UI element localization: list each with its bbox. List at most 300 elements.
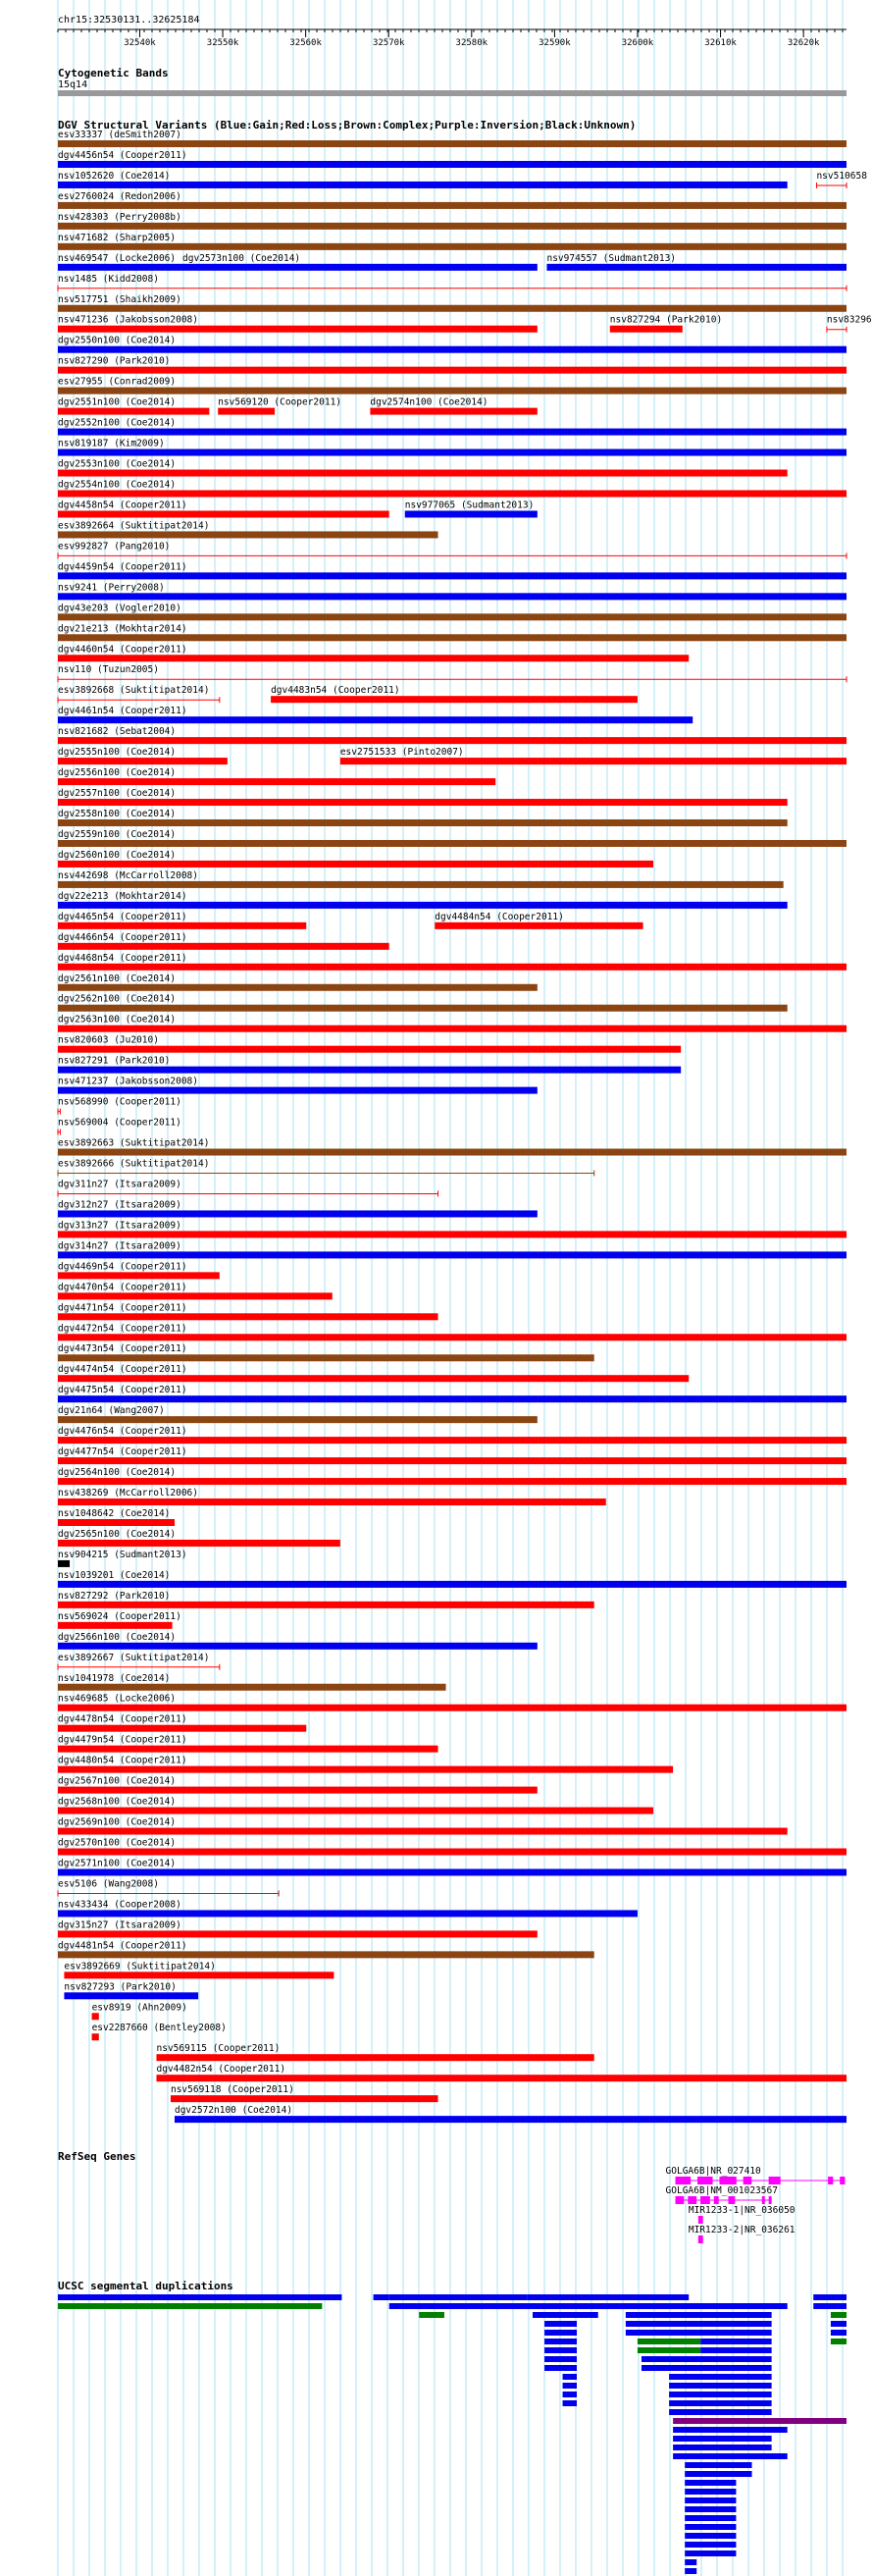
segdup-feature-bar[interactable] — [642, 2356, 772, 2362]
dgv-feature-bar[interactable] — [58, 1828, 788, 1835]
position-ruler[interactable] — [58, 29, 847, 48]
segdup-feature-bar[interactable] — [544, 2321, 577, 2327]
dgv-row — [58, 1940, 594, 1958]
segdup-feature-bar[interactable] — [638, 2339, 700, 2344]
dgv-row — [58, 1899, 638, 1917]
dgv-row — [58, 336, 847, 353]
refseq-gene-label: GOLGA6B|NR_027410 — [665, 2166, 761, 2177]
dgv-feature-label: dgv4465n54 (Cooper2011) — [58, 911, 187, 922]
dgv-feature-bar[interactable] — [58, 1622, 173, 1629]
segdup-feature-bar[interactable] — [685, 2533, 736, 2539]
dgv-feature-label: dgv2551n100 (Coe2014) — [58, 396, 177, 408]
dgv-feature-label: dgv315n27 (Itsara2009) — [58, 1919, 181, 1931]
ruler-tick-label: 32590k — [539, 38, 571, 48]
segdup-feature-bar[interactable] — [374, 2294, 389, 2300]
dgv-feature-label: dgv4459n54 (Cooper2011) — [58, 561, 187, 573]
dgv-feature-label: nsv827294 (Park2010) — [609, 314, 723, 326]
dgv-row — [58, 377, 847, 394]
ruler-tick-label: 32580k — [455, 38, 488, 48]
dgv-feature-label: nsv1048642 (Coe2014) — [58, 1507, 171, 1519]
dgv-row — [58, 912, 643, 929]
dgv-feature-label: dgv2565n100 (Coe2014) — [58, 1528, 177, 1540]
dgv-feature-bar[interactable] — [64, 1992, 198, 1999]
dgv-feature-bar[interactable] — [58, 1540, 340, 1547]
dgv-track — [58, 130, 872, 2123]
dgv-row — [58, 994, 788, 1012]
segdup-feature-bar[interactable] — [669, 2400, 772, 2406]
dgv-feature-bar[interactable] — [58, 1560, 70, 1567]
dgv-track-title: DGV Structural Variants (Blue:Gain;Red:Loss;Brown:Complex;Purple:Inversion;Black:Unknown) — [58, 119, 637, 131]
dgv-feature-label: nsv827290 (Park2010) — [58, 355, 171, 367]
segdup-feature-bar[interactable] — [685, 2506, 736, 2512]
dgv-row — [58, 1179, 438, 1196]
dgv-row — [58, 1364, 689, 1382]
dgv-row — [58, 1385, 847, 1402]
dgv-feature-bar[interactable] — [58, 1272, 220, 1279]
dgv-feature-bar[interactable] — [58, 531, 438, 538]
dgv-row — [58, 561, 847, 579]
dgv-feature-bar[interactable] — [58, 861, 653, 867]
dgv-row — [58, 664, 847, 682]
dgv-row — [58, 1035, 681, 1053]
segdup-feature-bar[interactable] — [673, 2427, 788, 2433]
segdup-feature-bar[interactable] — [527, 2294, 689, 2300]
refseq-gene-label: MIR1233-1|NR_036050 — [688, 2205, 796, 2216]
dgv-row — [58, 294, 847, 312]
cytoband-ideogram[interactable] — [58, 90, 847, 96]
refseq-exon — [769, 2196, 772, 2204]
dgv-row — [58, 1488, 606, 1505]
dgv-row — [58, 459, 788, 477]
segdup-feature-bar[interactable] — [700, 2347, 771, 2353]
dgv-row — [58, 1426, 847, 1444]
refseq-gene-label: GOLGA6B|NM_001023567 — [665, 2185, 778, 2196]
dgv-feature-bar[interactable] — [58, 984, 538, 991]
dgv-feature-bar[interactable] — [58, 1498, 606, 1505]
dgv-feature-bar[interactable] — [58, 902, 788, 909]
dgv-feature-label: dgv4483n54 (Cooper2011) — [271, 685, 400, 697]
dgv-feature-label: esv2287660 (Bentley2008) — [91, 2023, 227, 2034]
dgv-feature-bar[interactable] — [546, 264, 847, 271]
ruler-tick-label: 32540k — [124, 38, 156, 48]
dgv-feature-label: nsv428303 (Perry2008b) — [58, 211, 181, 223]
ruler-tick-label: 32600k — [621, 38, 654, 48]
refseq-exon — [676, 2196, 685, 2204]
segdup-feature-bar[interactable] — [685, 2542, 736, 2548]
dgv-feature-bar[interactable] — [58, 1334, 847, 1341]
dgv-row — [58, 1240, 847, 1258]
dgv-feature-bar[interactable] — [58, 161, 847, 168]
dgv-feature-bar[interactable] — [58, 1005, 788, 1012]
dgv-feature-label: nsv904215 (Sudmant2013) — [58, 1549, 187, 1560]
dgv-feature-label: dgv2560n100 (Coe2014) — [58, 849, 177, 861]
dgv-feature-bar[interactable] — [64, 1971, 334, 1978]
dgv-row — [58, 726, 847, 744]
segdup-feature-bar[interactable] — [669, 2392, 772, 2397]
segdup-feature-bar[interactable] — [700, 2339, 771, 2344]
dgv-feature-bar[interactable] — [58, 1437, 847, 1444]
dgv-feature-bar[interactable] — [58, 572, 847, 579]
dgv-feature-bar[interactable] — [58, 634, 847, 641]
dgv-feature-bar[interactable] — [58, 1746, 438, 1753]
dgv-feature-bar[interactable] — [92, 2013, 99, 2020]
dgv-feature-label: dgv2566n100 (Coe2014) — [58, 1631, 177, 1643]
dgv-feature-bar[interactable] — [58, 1849, 847, 1856]
dgv-feature-bar[interactable] — [58, 1087, 538, 1094]
dgv-row — [58, 1323, 847, 1341]
dgv-feature-bar[interactable] — [58, 1684, 446, 1691]
segdup-feature-bar[interactable] — [685, 2559, 696, 2565]
dgv-feature-bar[interactable] — [58, 1519, 175, 1526]
dgv-feature-bar[interactable] — [58, 1725, 306, 1732]
dgv-feature-bar[interactable] — [58, 1602, 594, 1608]
dgv-feature-bar[interactable] — [175, 2116, 847, 2123]
dgv-feature-bar[interactable] — [58, 1354, 594, 1361]
dgv-feature-bar[interactable] — [58, 1457, 847, 1464]
dgv-row — [58, 171, 867, 188]
dgv-feature-bar[interactable] — [58, 510, 389, 517]
dgv-row — [58, 356, 847, 374]
segdup-feature-bar[interactable] — [544, 2330, 577, 2336]
segdup-feature-bar[interactable] — [831, 2330, 847, 2336]
dgv-feature-bar[interactable] — [58, 449, 847, 456]
dgv-feature-bar[interactable] — [58, 943, 389, 950]
dgv-feature-bar[interactable] — [58, 1231, 847, 1237]
segdup-feature-bar[interactable] — [544, 2347, 577, 2353]
dgv-feature-bar[interactable] — [58, 1210, 538, 1217]
dgv-feature-bar[interactable] — [58, 367, 847, 374]
dgv-feature-label: esv5106 (Wang2008) — [58, 1878, 159, 1890]
refseq-track-title: RefSeq Genes — [58, 2150, 136, 2163]
dgv-feature-label: nsv569004 (Cooper2011) — [58, 1117, 181, 1129]
segdup-feature-bar[interactable] — [685, 2550, 736, 2556]
segdup-feature-bar[interactable] — [685, 2462, 751, 2468]
dgv-feature-bar[interactable] — [58, 1705, 847, 1711]
dgv-feature-label: esv992827 (Pang2010) — [58, 541, 171, 552]
dgv-feature-bar[interactable] — [58, 840, 847, 847]
dgv-feature-bar[interactable] — [58, 223, 847, 230]
segdup-feature-bar[interactable] — [831, 2339, 847, 2344]
refseq-gene[interactable] — [689, 2205, 796, 2224]
segdup-feature-bar[interactable] — [831, 2321, 847, 2327]
segdup-feature-bar[interactable] — [544, 2356, 577, 2362]
segdup-feature-bar[interactable] — [669, 2383, 772, 2389]
segdup-feature-bar[interactable] — [685, 2524, 736, 2530]
dgv-row — [58, 1159, 594, 1177]
dgv-feature-bar[interactable] — [58, 1375, 689, 1382]
dgv-feature-bar[interactable] — [58, 1951, 594, 1958]
dgv-feature-bar[interactable] — [58, 922, 306, 929]
dgv-feature-label: nsv438269 (McCarroll2006) — [58, 1488, 198, 1499]
dgv-feature-label: dgv4477n54 (Cooper2011) — [58, 1446, 187, 1458]
dgv-row — [58, 1261, 220, 1279]
segdup-feature-bar[interactable] — [389, 2303, 788, 2309]
dgv-feature-label: nsv827292 (Park2010) — [58, 1590, 171, 1602]
segdup-feature-bar[interactable] — [685, 2480, 736, 2486]
dgv-feature-bar[interactable] — [58, 1292, 333, 1299]
dgv-feature-bar[interactable] — [58, 1313, 438, 1320]
dgv-feature-bar[interactable] — [271, 696, 638, 703]
segdup-feature-bar[interactable] — [58, 2303, 322, 2309]
dgv-feature-label: dgv4460n54 (Cooper2011) — [58, 644, 187, 656]
segdup-feature-bar[interactable] — [626, 2312, 772, 2318]
dgv-row — [58, 1467, 847, 1485]
dgv-row — [58, 439, 847, 456]
refseq-track — [666, 2166, 846, 2243]
dgv-feature-bar[interactable] — [58, 1416, 538, 1423]
dgv-row — [58, 767, 495, 785]
refseq-gene[interactable] — [689, 2225, 796, 2243]
dgv-feature-bar[interactable] — [58, 1868, 847, 1875]
dgv-feature-bar[interactable] — [58, 881, 784, 888]
dgv-row — [58, 644, 689, 661]
dgv-feature-label: esv2760024 (Redon2006) — [58, 190, 181, 202]
segdup-track-title: UCSC segmental duplications — [58, 2280, 233, 2292]
segdup-feature-bar[interactable] — [685, 2489, 736, 2495]
dgv-feature-label: dgv2568n100 (Coe2014) — [58, 1796, 177, 1808]
dgv-feature-label: esv27955 (Conrad2009) — [58, 376, 177, 388]
dgv-feature-label: nsv569024 (Cooper2011) — [58, 1610, 181, 1622]
dgv-feature-label: nsv469685 (Locke2006) — [58, 1693, 177, 1705]
dgv-feature-label: nsv569115 (Cooper2011) — [156, 2043, 281, 2055]
dgv-feature-label: dgv311n27 (Itsara2009) — [58, 1179, 181, 1190]
dgv-feature-bar[interactable] — [58, 1395, 847, 1402]
dgv-feature-bar[interactable] — [58, 1478, 847, 1485]
dgv-row — [58, 1653, 220, 1670]
segdup-feature-bar[interactable] — [419, 2312, 444, 2318]
segdup-track — [58, 2294, 847, 2576]
dgv-feature-label: nsv827291 (Park2010) — [58, 1055, 171, 1067]
ruler-tick-label: 32550k — [206, 38, 239, 48]
dgv-feature-label: nsv471236 (Jakobsson2008) — [58, 314, 198, 326]
dgv-row — [58, 1694, 847, 1711]
dgv-feature-bar[interactable] — [58, 408, 209, 415]
dgv-feature-bar[interactable] — [58, 593, 847, 600]
dgv-row — [58, 479, 847, 497]
dgv-feature-label: nsv1041978 (Coe2014) — [58, 1672, 171, 1684]
dgv-feature-bar[interactable] — [171, 2095, 438, 2102]
segdup-feature-bar[interactable] — [638, 2347, 700, 2353]
dgv-feature-label: nsv471237 (Jakobsson2008) — [58, 1076, 198, 1087]
dgv-feature-label: dgv4472n54 (Cooper2011) — [58, 1323, 187, 1335]
segdup-feature-bar[interactable] — [685, 2515, 736, 2521]
dgv-feature-bar[interactable] — [58, 243, 847, 250]
segdup-feature-bar[interactable] — [544, 2365, 577, 2371]
refseq-exon — [744, 2177, 752, 2184]
dgv-feature-bar[interactable] — [58, 429, 847, 436]
segdup-feature-bar[interactable] — [673, 2453, 788, 2459]
segdup-feature-bar[interactable] — [626, 2321, 772, 2327]
dgv-feature-bar[interactable] — [58, 758, 228, 764]
dgv-row — [58, 706, 693, 723]
dgv-feature-bar[interactable] — [58, 1643, 538, 1650]
segdup-feature-bar[interactable] — [669, 2374, 772, 2380]
dgv-feature-label: nsv510658 — [816, 170, 867, 182]
dgv-feature-label: esv8919 (Ahn2009) — [91, 2002, 187, 2014]
dgv-feature-bar[interactable] — [58, 140, 847, 147]
segdup-feature-bar[interactable] — [831, 2312, 847, 2318]
dgv-feature-bar[interactable] — [340, 758, 847, 764]
dgv-feature-label: dgv2559n100 (Coe2014) — [58, 828, 177, 840]
dgv-feature-label: esv3892668 (Suktitipat2014) — [58, 685, 210, 697]
dgv-feature-bar[interactable] — [58, 964, 847, 971]
dgv-feature-label: dgv4458n54 (Cooper2011) — [58, 499, 187, 511]
dgv-feature-bar[interactable] — [58, 470, 788, 477]
dgv-feature-bar[interactable] — [58, 819, 788, 826]
dgv-feature-bar[interactable] — [58, 799, 788, 806]
dgv-feature-bar[interactable] — [370, 408, 537, 415]
dgv-feature-bar[interactable] — [58, 716, 693, 723]
cytoband-band[interactable] — [58, 90, 847, 96]
dgv-feature-label: dgv4479n54 (Cooper2011) — [58, 1734, 187, 1746]
dgv-feature-bar[interactable] — [58, 1025, 847, 1032]
dgv-feature-label: dgv4468n54 (Cooper2011) — [58, 952, 187, 964]
dgv-feature-label: dgv2573n100 (Coe2014) — [182, 252, 301, 264]
dgv-row — [58, 1282, 333, 1299]
dgv-row — [58, 150, 847, 168]
dgv-feature-bar[interactable] — [58, 1251, 847, 1258]
segdup-feature-bar[interactable] — [626, 2330, 772, 2336]
dgv-feature-label: dgv4470n54 (Cooper2011) — [58, 1282, 187, 1293]
dgv-feature-label: dgv2554n100 (Coe2014) — [58, 479, 177, 491]
dgv-row — [58, 499, 538, 517]
segdup-feature-bar[interactable] — [389, 2294, 528, 2300]
ruler-tick-label: 32620k — [787, 38, 820, 48]
dgv-feature-label: dgv4471n54 (Cooper2011) — [58, 1302, 187, 1314]
dgv-feature-label: dgv2557n100 (Coe2014) — [58, 788, 177, 800]
dgv-feature-bar[interactable] — [58, 1067, 681, 1074]
segdup-feature-bar[interactable] — [669, 2409, 772, 2415]
dgv-row — [58, 1220, 847, 1237]
dgv-feature-label: dgv43e203 (Vogler2010) — [58, 603, 181, 614]
dgv-feature-bar[interactable] — [58, 1787, 538, 1794]
dgv-feature-bar[interactable] — [58, 202, 847, 209]
dgv-feature-bar[interactable] — [58, 305, 847, 312]
refseq-exon — [762, 2196, 765, 2204]
dgv-row — [58, 1056, 681, 1074]
dgv-row — [58, 829, 847, 847]
segdup-feature-bar[interactable] — [563, 2374, 577, 2380]
dgv-row — [58, 1858, 847, 1875]
dgv-feature-label: esv3892666 (Suktitipat2014) — [58, 1158, 210, 1170]
segdup-feature-bar[interactable] — [813, 2303, 847, 2309]
dgv-feature-bar[interactable] — [58, 490, 847, 497]
dgv-feature-bar[interactable] — [58, 1910, 638, 1917]
dgv-feature-bar[interactable] — [92, 2033, 99, 2040]
dgv-feature-bar[interactable] — [435, 922, 642, 929]
segdup-feature-bar[interactable] — [685, 2568, 696, 2574]
dgv-row — [58, 1508, 175, 1526]
dgv-feature-bar[interactable] — [58, 1149, 847, 1156]
segdup-feature-bar[interactable] — [563, 2400, 577, 2406]
dgv-feature-bar[interactable] — [58, 264, 538, 271]
dgv-feature-label: nsv433434 (Cooper2008) — [58, 1899, 181, 1911]
dgv-row — [58, 274, 847, 291]
dgv-feature-label: dgv2564n100 (Coe2014) — [58, 1467, 177, 1479]
dgv-feature-bar[interactable] — [58, 182, 788, 188]
dgv-feature-bar[interactable] — [58, 613, 847, 620]
segdup-feature-bar[interactable] — [563, 2383, 577, 2389]
dgv-feature-bar[interactable] — [58, 1930, 538, 1937]
dgv-feature-bar[interactable] — [58, 326, 538, 333]
dgv-feature-bar[interactable] — [58, 737, 847, 744]
dgv-feature-label: dgv2569n100 (Coe2014) — [58, 1816, 177, 1828]
segdup-feature-bar[interactable] — [544, 2339, 577, 2344]
dgv-feature-label: dgv313n27 (Itsara2009) — [58, 1220, 181, 1232]
refseq-exon — [714, 2196, 719, 2204]
dgv-feature-bar[interactable] — [58, 1808, 653, 1814]
dgv-row — [58, 1817, 788, 1835]
dgv-feature-bar[interactable] — [58, 346, 847, 353]
dgv-feature-bar[interactable] — [610, 326, 683, 333]
dgv-feature-bar[interactable] — [58, 1766, 673, 1773]
dgv-feature-bar[interactable] — [157, 2054, 594, 2061]
dgv-feature-bar[interactable] — [405, 510, 538, 517]
dgv-row — [58, 1302, 438, 1320]
segdup-feature-bar[interactable] — [685, 2497, 736, 2503]
dgv-feature-label: dgv2561n100 (Coe2014) — [58, 973, 177, 984]
dgv-feature-label: nsv9241 (Perry2008) — [58, 582, 165, 594]
dgv-row — [58, 788, 788, 806]
segdup-feature-bar[interactable] — [813, 2294, 847, 2300]
dgv-feature-label: nsv819187 (Kim2009) — [58, 438, 165, 449]
dgv-feature-label: nsv471682 (Sharp2005) — [58, 232, 177, 243]
dgv-feature-label: nsv974557 (Sudmant2013) — [546, 252, 677, 264]
segdup-feature-bar[interactable] — [673, 2418, 847, 2424]
dgv-feature-bar[interactable] — [157, 2075, 847, 2081]
dgv-feature-bar[interactable] — [58, 388, 847, 394]
dgv-feature-label: dgv2550n100 (Coe2014) — [58, 335, 177, 346]
dgv-feature-label: nsv977065 (Sudmant2013) — [404, 499, 535, 511]
dgv-feature-label: dgv2562n100 (Coe2014) — [58, 993, 177, 1005]
segdup-feature-bar[interactable] — [673, 2436, 772, 2442]
dgv-feature-bar[interactable] — [58, 1046, 681, 1053]
refseq-gene[interactable] — [666, 2166, 846, 2184]
dgv-feature-bar[interactable] — [58, 1581, 847, 1588]
dgv-row — [58, 747, 847, 764]
dgv-feature-label: esv3892663 (Suktitipat2014) — [58, 1137, 210, 1149]
dgv-feature-label: nsv821682 (Sebat2004) — [58, 726, 177, 738]
dgv-row — [58, 1097, 181, 1115]
dgv-feature-label: nsv442698 (McCarroll2008) — [58, 869, 198, 881]
dgv-feature-label: dgv4456n54 (Cooper2011) — [58, 149, 187, 161]
dgv-row — [58, 418, 847, 436]
segdup-feature-bar[interactable] — [685, 2471, 751, 2477]
dgv-feature-label: nsv1052620 (Coe2014) — [58, 170, 171, 182]
segdup-feature-bar[interactable] — [58, 2294, 341, 2300]
refseq-exon — [697, 2177, 713, 2184]
refseq-exon — [840, 2177, 845, 2184]
dgv-feature-label: nsv569120 (Cooper2011) — [218, 396, 342, 408]
dgv-feature-bar[interactable] — [218, 408, 275, 415]
dgv-row — [58, 1591, 594, 1608]
dgv-feature-label: dgv21e213 (Mokhtar2014) — [58, 623, 187, 635]
dgv-feature-label: esv3892667 (Suktitipat2014) — [58, 1652, 210, 1663]
segdup-feature-bar[interactable] — [563, 2392, 577, 2397]
segdup-feature-bar[interactable] — [642, 2365, 772, 2371]
segdup-feature-bar[interactable] — [533, 2312, 598, 2318]
segdup-feature-bar[interactable] — [673, 2445, 772, 2450]
dgv-row — [58, 233, 847, 250]
dgv-feature-label: dgv4476n54 (Cooper2011) — [58, 1426, 187, 1438]
refseq-gene[interactable] — [666, 2185, 778, 2204]
dgv-feature-bar[interactable] — [58, 778, 495, 785]
dgv-feature-label: dgv2553n100 (Coe2014) — [58, 458, 177, 470]
dgv-feature-bar[interactable] — [58, 655, 689, 661]
dgv-feature-label: dgv2555n100 (Coe2014) — [58, 747, 177, 759]
dgv-feature-label: esv33337 (deSmith2007) — [58, 130, 181, 140]
dgv-feature-label: dgv4480n54 (Cooper2011) — [58, 1755, 187, 1766]
